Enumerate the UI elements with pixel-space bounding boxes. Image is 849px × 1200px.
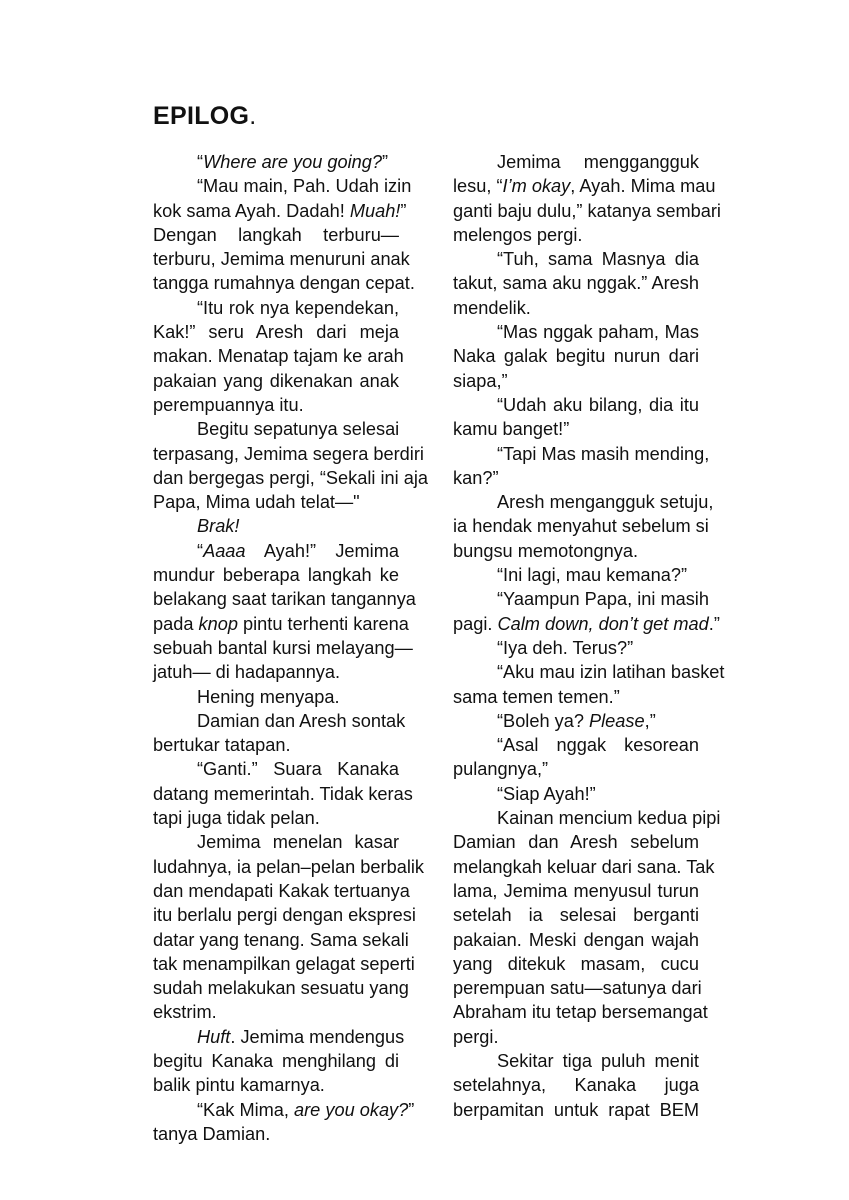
text-line [153,587,416,611]
text-line [453,903,699,927]
line-text: . Jemima mendengus [230,1026,405,1047]
text-line [453,417,699,441]
italic-text: Aaaa [203,540,246,561]
text-line [153,1098,415,1122]
line-text: “Mas nggak paham, Mas [497,322,699,343]
text-line [153,612,409,636]
line-text: tangga rumahnya dengan cepat. [153,273,415,294]
line-text: Aresh mengangguk setuju, [497,492,714,513]
text-line [153,271,415,295]
line-text: bertukar tatapan. [153,735,291,756]
line-text: ludahnya, ia pelan–pelan berbalik [153,856,425,877]
italic-text: are you okay? [294,1099,409,1120]
line-text: dan bergegas pergi, “Sekali ini aja [153,467,429,488]
text-line [153,855,425,879]
text-line [453,733,699,757]
line-text: “ [197,540,204,561]
text-line [153,709,406,733]
text-line [153,174,412,198]
line-text: setelahnya, Kanaka juga [453,1075,699,1096]
line-text: pada [153,613,199,634]
text-line [453,1098,699,1122]
text-line [153,393,399,417]
text-line [153,757,399,781]
line-text: “ [197,152,204,172]
line-text: takut, sama aku nggak.” Aresh [453,273,699,294]
line-text: itu berlalu pergi dengan ekspresi [153,905,416,926]
text-line [453,271,699,295]
text-line [453,806,721,830]
text-line [453,976,702,1000]
text-line [453,442,710,466]
text-line [153,563,399,587]
text-line [153,685,399,709]
line-text: Damian dan Aresh sebelum [453,832,699,853]
text-line [153,199,407,223]
line-text: ,” [644,710,656,731]
line-text: melangkah keluar dari sana. Tak [453,856,715,877]
line-text: bungsu memotongnya. [453,540,639,561]
line-text: Kak!” seru Aresh dari meja [153,322,399,343]
line-text: “Udah aku bilang, dia itu [497,394,699,415]
line-text: “Tapi Mas masih mending, [497,443,710,464]
line-text: kok sama Ayah. Dadah! [153,200,350,221]
text-line [453,757,699,781]
text-line [453,830,699,854]
text-line [153,1073,399,1097]
text-line [453,952,699,976]
line-text: kamu banget!” [453,419,570,440]
italic-text: Please [589,710,645,731]
line-text: pergi. [453,1026,499,1047]
line-text: Ayah!” Jemima [245,540,399,561]
line-text: pintu terhenti karena [237,613,409,634]
text-line [453,855,715,879]
line-text: pulangnya,” [453,759,549,780]
text-line [153,296,399,320]
text-line [453,1049,699,1073]
text-line [453,150,699,174]
italic-text: I’m okay [502,176,571,197]
line-text: Papa, Mima udah telat—" [153,492,360,513]
line-text: “Siap Ayah!” [497,783,596,804]
text-line [153,320,399,344]
text-line [453,466,699,490]
line-text: pagi. [453,613,498,634]
line-text: ia hendak menyahut sebelum si [453,516,709,537]
line-text: “Boleh ya? [497,710,590,731]
text-line [453,587,709,611]
italic-text: Where are you going? [203,152,383,172]
text-line [453,199,721,223]
text-line [153,636,413,660]
line-text: ” [400,200,407,221]
text-line [153,879,410,903]
text-line [453,685,699,709]
text-line [153,903,416,927]
text-column-right [453,150,725,1122]
line-text: dan mendapati Kakak tertuanya [153,880,410,901]
italic-text: knop [198,613,238,634]
line-text: ekstrim. [153,1002,217,1023]
line-text: yang ditekuk masam, cucu [453,953,699,974]
line-text: Jemima menelan kasar [197,832,399,853]
text-line [453,612,720,636]
text-line [153,490,399,514]
text-line [153,928,409,952]
line-text: mendelik. [453,297,531,318]
line-text: “Tuh, sama Masnya dia [497,249,699,270]
line-text: “Itu rok nya kependekan, [197,297,399,318]
line-text: lesu, “ [453,176,503,197]
italic-text: Calm down, don’t get mad [497,613,709,634]
line-text: terpasang, Jemima segera berdiri [153,443,424,464]
text-line [453,514,709,538]
line-text: Begitu sepatunya selesai [197,419,400,440]
chapter-title-period: . [249,102,257,130]
line-text: setelah ia selesai berganti [453,905,699,926]
line-text: ” [408,1099,415,1120]
text-line [453,174,716,198]
line-text: perempuannya itu. [153,394,304,415]
line-text: “Yaampun Papa, ini masih [497,589,709,610]
text-line [153,442,424,466]
line-text: berpamitan untuk rapat BEM [453,1099,699,1120]
line-text: kan?” [453,467,499,488]
line-text: “Asal nggak kesorean [497,735,699,756]
text-line [153,150,399,174]
chapter-title-text: EPILOG [153,102,250,130]
line-text: tanya Damian. [153,1123,271,1144]
text-line [153,1000,399,1024]
line-text: “Mau main, Pah. Udah izin [197,176,412,197]
line-text: .” [708,613,720,634]
text-line [153,806,399,830]
line-text: pakaian yang dikenakan anak [153,370,399,391]
text-line [153,466,429,490]
text-line [453,490,714,514]
text-line [153,1025,405,1049]
line-text: mundur beberapa langkah ke [153,565,399,586]
line-text: sudah melakukan sesuatu yang [153,978,409,999]
line-text: Sekitar tiga puluh menit [497,1050,699,1071]
text-line [153,1049,399,1073]
text-line [453,1000,708,1024]
line-text: Abraham itu tetap bersemangat [453,1002,708,1023]
text-line [453,660,725,684]
line-text: “Iya deh. Terus?” [497,637,634,658]
text-line [153,830,399,854]
line-text: “Ganti.” Suara Kanaka [197,759,399,780]
italic-text: Huft [197,1026,231,1047]
text-line [453,709,699,733]
italic-text: Muah! [349,200,401,221]
line-text: siapa,” [453,370,508,391]
text-line [453,539,699,563]
text-line [153,417,399,441]
line-text: , Ayah. Mima mau [570,176,716,197]
line-text: sebuah bantal kursi melayang— [153,637,413,658]
text-line [153,733,399,757]
line-text: jatuh— di hadapannya. [153,662,341,683]
line-text: begitu Kanaka menghilang di [153,1050,399,1071]
text-line [153,952,415,976]
line-text: pakaian. Meski dengan wajah [453,929,699,950]
text-line [453,1025,699,1049]
line-text: “Kak Mima, [197,1099,295,1120]
line-text: belakang saat tarikan tangannya [153,589,416,610]
text-line [153,976,409,1000]
text-line [153,1122,399,1146]
text-line [153,782,413,806]
line-text: ganti baju dulu,” katanya sembari [453,200,721,221]
line-text: Kainan mencium kedua pipi [497,808,721,829]
text-line [153,660,399,684]
text-line [453,928,699,952]
text-line [453,879,699,903]
text-line [153,247,410,271]
italic-text: Brak! [197,516,240,537]
line-text: datar yang tenang. Sama sekali [153,929,409,950]
line-text: tapi juga tidak pelan. [153,808,320,829]
line-text: Jemima menggangguk [497,152,699,172]
line-text: datang memerintah. Tidak keras [153,783,413,804]
text-line [453,296,699,320]
line-text: tak menampilkan gelagat seperti [153,953,415,974]
line-text: terburu, Jemima menuruni anak [153,249,410,270]
text-line [453,344,699,368]
line-text: Damian dan Aresh sontak [197,710,406,731]
line-text: melengos pergi. [453,224,583,245]
line-text: “Ini lagi, mau kemana?” [497,565,688,586]
text-line [453,393,699,417]
line-text: Hening menyapa. [197,686,340,707]
text-line [153,369,399,393]
text-line [153,514,399,538]
text-line [453,563,699,587]
line-text: sama temen temen.” [453,686,620,707]
text-line [453,369,699,393]
text-line [153,223,399,247]
text-line [453,223,699,247]
text-line [453,320,699,344]
line-text: lama, Jemima menyusul turun [453,880,699,901]
text-line [453,636,699,660]
text-line [453,1073,699,1097]
text-line [453,782,699,806]
line-text: makan. Menatap tajam ke arah [153,346,404,367]
chapter-title [153,102,257,131]
line-text: ” [382,152,389,172]
text-line [153,539,399,563]
line-text: balik pintu kamarnya. [153,1075,325,1096]
text-line [453,247,699,271]
line-text: “Aku mau izin latihan basket [497,662,725,683]
line-text: perempuan satu—satunya dari [453,978,702,999]
text-line [153,344,404,368]
line-text: Naka galak begitu nurun dari [453,346,699,367]
text-column-left [153,150,429,1146]
line-text: Dengan langkah terburu— [153,224,399,245]
